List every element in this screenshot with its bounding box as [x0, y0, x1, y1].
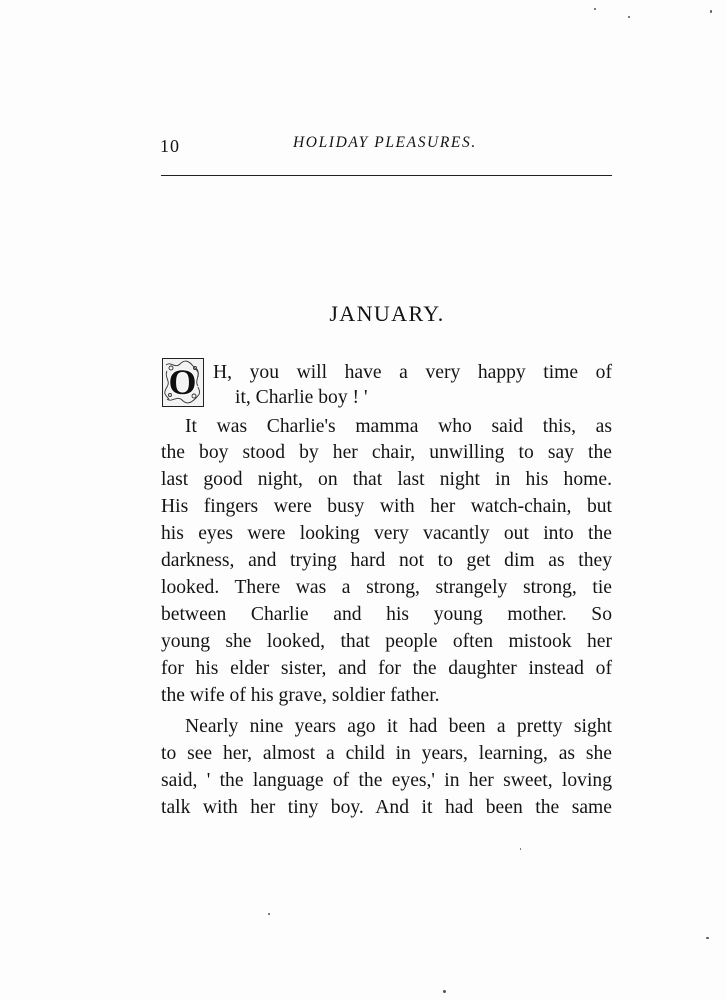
chapter-title: JANUARY.: [329, 301, 445, 326]
text-line: between Charlie and his young mother. So: [161, 604, 612, 625]
print-speck: [443, 990, 446, 993]
text-line: His fingers were busy with her watch-chain, but: [161, 496, 612, 517]
header-rule: [161, 175, 612, 176]
dropcap-letter: O: [168, 362, 197, 402]
text-line: it, Charlie boy ! ': [235, 387, 368, 408]
running-head: [160, 134, 612, 158]
text-line: said, ' the language of the eyes,' in her sweet, loving: [161, 770, 612, 791]
print-speck: [594, 8, 596, 10]
running-title: HOLIDAY PLEASURES.: [293, 134, 477, 151]
print-speck: [268, 913, 270, 915]
text-line: young she looked, that people often mistook her: [161, 631, 612, 652]
text-line: looked. There was a strong, strangely strong, tie: [161, 577, 612, 598]
text-line: darkness, and trying hard not to get dim as they: [161, 550, 612, 571]
text-line: his eyes were looking very vacantly out into the: [161, 523, 612, 544]
print-speck: [706, 937, 709, 939]
text-line: talk with her tiny boy. And it had been the same: [161, 797, 612, 818]
print-speck: [520, 848, 521, 850]
text-line: to see her, almost a child in years, learning, as she: [161, 743, 612, 764]
text-line: last good night, on that last night in his home.: [161, 469, 612, 490]
text-line: H, you will have a very happy time of: [213, 362, 612, 383]
page-number: 10: [160, 136, 180, 156]
decorated-initial: [162, 358, 204, 407]
print-speck: [710, 10, 712, 13]
print-speck: [628, 16, 630, 18]
text-line: It was Charlie's mamma who said this, as: [185, 416, 612, 437]
text-line: the wife of his grave, soldier father.: [161, 685, 440, 706]
text-line: Nearly nine years ago it had been a pretty sight: [185, 716, 612, 737]
text-line: for his elder sister, and for the daughter instead of: [161, 658, 612, 679]
text-line: the boy stood by her chair, unwilling to say the: [161, 442, 612, 463]
